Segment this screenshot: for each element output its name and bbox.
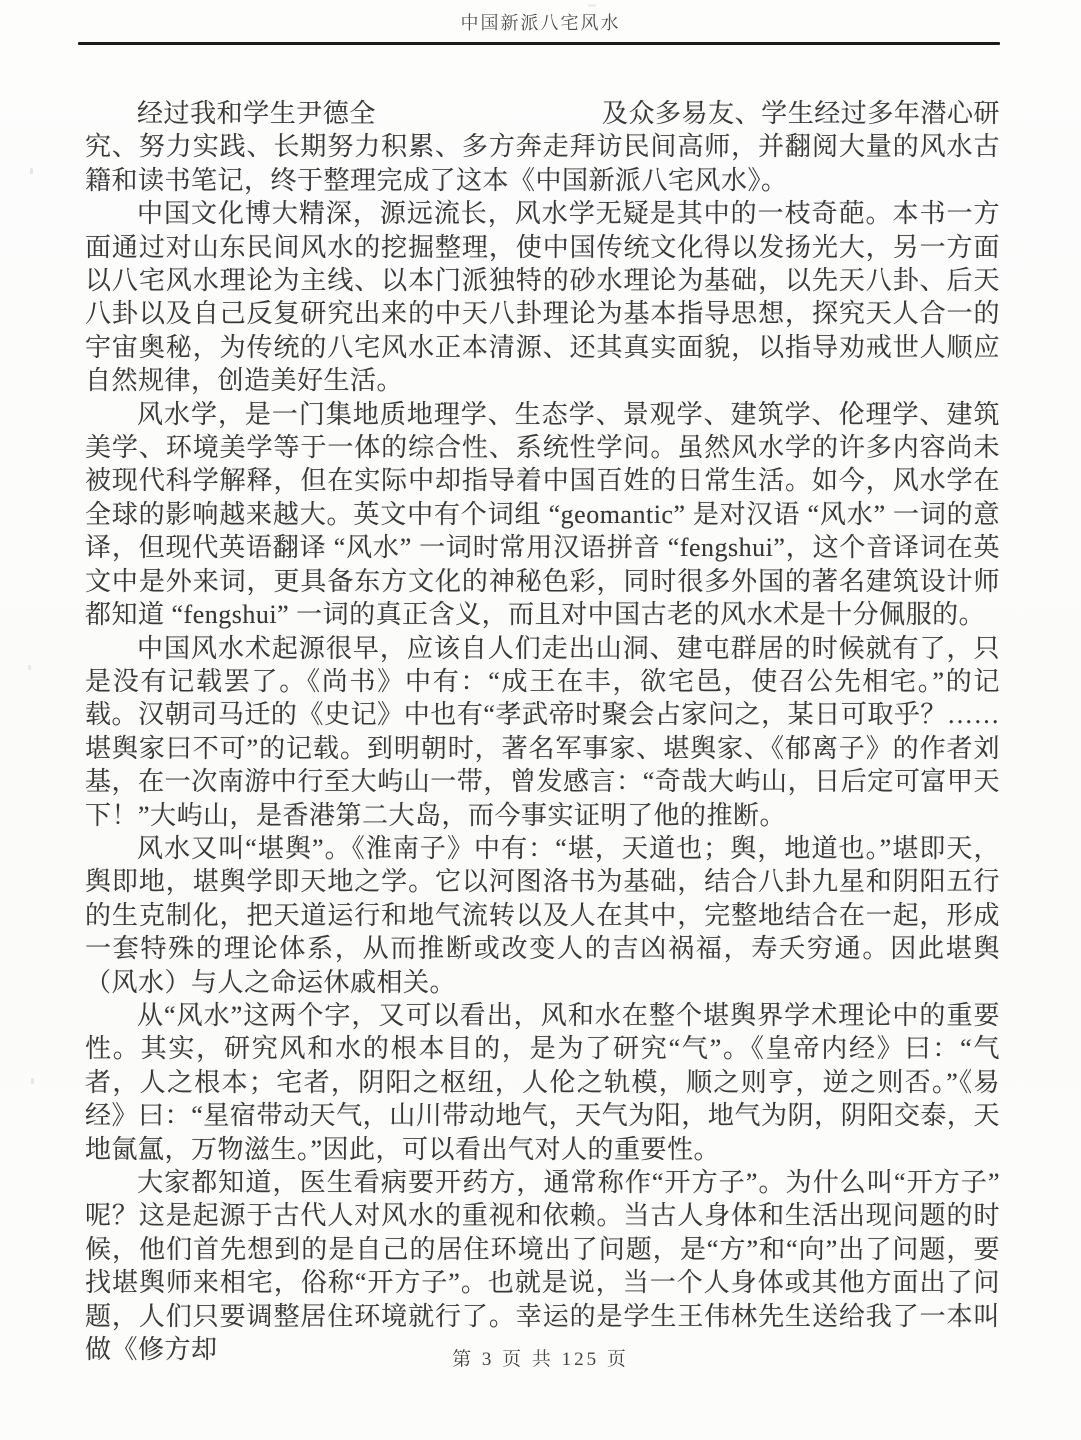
page-header xyxy=(0,0,1081,45)
body-paragraph-2: 中国文化博大精深，源远流长，风水学无疑是其中的一枝奇葩。本书一方面通过对山东民间风水的挖掘整理，使中国传统文化得以发扬光大，另一方面以八宅风水理论为主线、以本门派独特的砂水理论为基础，以先天八卦、后天八卦以及自己反复研究出来的中天八卦理论为基本指导思想，探究天人合一的宇宙奥秘，为传统的八宅风水正本清源、还其真实面貌，以指导劝戒世人顺应自然规律，创造美好生活。 xyxy=(85,199,1000,396)
page-number: 第 3 页 共 125 页 xyxy=(452,1349,629,1370)
page-footer xyxy=(0,1344,1081,1371)
scan-speck xyxy=(31,1078,34,1084)
body-paragraph-4: 中国风水术起源很早，应该自人们走出山洞、建屯群居的时候就有了，只是没有记载罢了。《尚书》中有：“成王在丰，欲宅邑，使召公先相宅。”的记载。汉朝司马迁的《史记》中也有“孝武帝时聚会占家问之，某日可取乎？……堪舆家曰不可”的记载。到明朝时，著名军事家、堪舆家、《郁离子》的作者刘基，在一次南游中行至大屿山一带，曾发感言：“奇哉大屿山，日后定可富甲天下！”大屿山，是香港第二大岛，而今事实证明了他的推断。 xyxy=(85,633,1000,830)
body-paragraph-6: 从“风水”这两个字，又可以看出，风和水在整个堪舆界学术理论中的重要性。其实，研究风和水的根本目的，是为了研究“气”。《皇帝内经》曰：“气者，人之根本；宅者，阴阳之枢纽，人伦之轨模，顺之则亨，逆之则否。”《易经》曰：“星宿带动天气，山川带动地气，天气为阳，地气为阴，阴阳交泰，天地氤氲，万物滋生。”因此，可以看出气对人的重要性。 xyxy=(85,1000,1000,1164)
body-paragraph-1 xyxy=(85,97,1000,197)
page-body xyxy=(85,97,1000,1366)
body-paragraph-3: 风水学，是一门集地质地理学、生态学、景观学、建筑学、伦理学、建筑美学、环境美学等于一体的综合性、系统性学问。虽然风水学的许多内容尚未被现代科学解释，但在实际中却指导着中国百姓的日常生活。如今，风水学在全球的影响越来越大。英文中有个词组 “geomantic” 是对汉语 “风水” 一词的意译，但现代英语翻译 “风水” 一词时常用汉语拼音 “fengshui”，这个音译词在英文中是外来词，更具备东方文化的神秘色彩，同时很多外国的著名建筑设计师都知道 “fengshui” 一词的真正含义，而且对中国古老的风水术是十分佩服的。 xyxy=(85,399,1000,630)
body-paragraph-7: 大家都知道，医生看病要开药方，通常称作“开方子”。为什么叫“开方子”呢？这是起源于古代人对风水的重视和依赖。当古人身体和生活出现问题的时候，他们首先想到的是自己的居住环境出了问题，是“方”和“向”出了问题，要找堪舆师来相宅，俗称“开方子”。也就是说，当一个人身体或其他方面出了问题，人们只要调整居住环境就行了。幸运的是学生王伟林先生送给我了一本叫做《修方却 xyxy=(85,1168,1000,1365)
scan-speck xyxy=(28,665,31,670)
paragraph-text-after-gap: 及众多易友、学生经过多年潜心研究、努力实践、长期努力积累、多方奔走拜访民间高师，并翻阅大量的风水古籍和读书笔记，终于整理完成了这本《中国新派八宅风水》。 xyxy=(85,99,1000,195)
scan-speck xyxy=(30,168,33,174)
paragraph-text-before-gap: 经过我和学生尹德全 xyxy=(137,99,376,128)
blank-gap xyxy=(376,121,602,122)
running-title: 中国新派八宅风水 xyxy=(460,13,621,33)
header-rule xyxy=(78,42,1000,45)
body-paragraph-5: 风水又叫“堪舆”。《淮南子》中有：“堪，天道也；舆，地道也。”堪即天，舆即地，堪舆学即天地之学。它以河图洛书为基础，结合八卦九星和阴阳五行的生克制化，把天道运行和地气流转以及人在其中，完整地结合在一起，形成一套特殊的理论体系，从而推断或改变人的吉凶祸福，寿夭穷通。因此堪舆（风水）与人之命运休戚相关。 xyxy=(85,833,1000,997)
